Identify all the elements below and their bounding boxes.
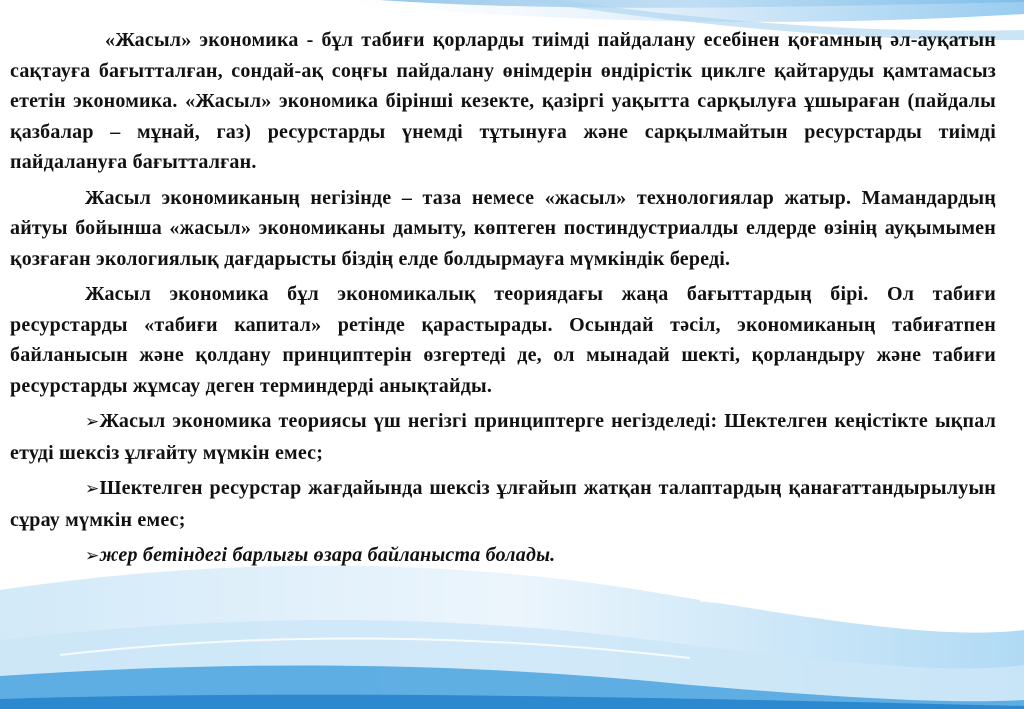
- bullet-text: жер бетіндегі барлығы өзара байланыста болады.: [99, 544, 556, 566]
- arrow-bullet-icon: ➢: [85, 479, 100, 499]
- arrow-bullet-icon: ➢: [85, 412, 100, 432]
- paragraph-green-economy-definition: «Жасыл» экономика - бұл табиғи қорларды тиімді пайдалану есебінен қоғамның әл-ауқатын сақтауға бағытталған, сондай-ақ соңғы пайдалану өнімдерін өндірістік циклге қайтаруды қамтамасыз ететін экономика. «Жасыл» экономика бірінші кезекте, қазіргі уақытта сарқылуға ұшыраған (пайдалы қазбалар – мұнай, газ) ресурстарды үнемді тұтынуға және сарқылмайтын ресурстарды тиімді пайдалануға бағытталған.: [10, 29, 996, 173]
- arrow-bullet-icon: ➢: [85, 546, 100, 566]
- bottom-wave: [0, 566, 1024, 709]
- bullet-item: [10, 540, 996, 572]
- slide-body: [10, 25, 996, 577]
- paragraph-green-technologies: Жасыл экономиканың негізінде – таза немесе «жасыл» технологиялар жатыр. Мамандардың айтуы бойынша «жасыл» экономиканы дамыту, көптеген постиндустриалды елдерде өзінің ауқымымен қозғаған экологиялық дағдарысты біздің елде болдырмауға мүмкіндік береді.: [10, 186, 996, 270]
- bullet-text: Жасыл экономика теориясы үш негізгі принциптерге негізделеді: Шектелген кеңістікте ықпал етуді шексіз ұлғайту мүмкін емес;: [10, 410, 996, 464]
- bullet-item: [10, 406, 996, 468]
- bullet-item: [10, 473, 996, 535]
- bullet-text: Шектелген ресурстар жағдайында шексіз ұлғайып жатқан талаптардың қанағаттандырылуын сұрау мүмкін емес;: [10, 477, 996, 531]
- paragraph-natural-capital: Жасыл экономика бұл экономикалық теориядағы жаңа бағыттардың бірі. Ол табиғи ресурстарды «табиғи капитал» ретінде қарастырады. Осындай тәсіл, экономиканың табиғатпен байланысын және қолдану принциптерін өзгертеді де, ол мынадай шекті, қорландыру және табиғи ресурстарды жұмсау деген терминдерді анықтайды.: [10, 283, 996, 397]
